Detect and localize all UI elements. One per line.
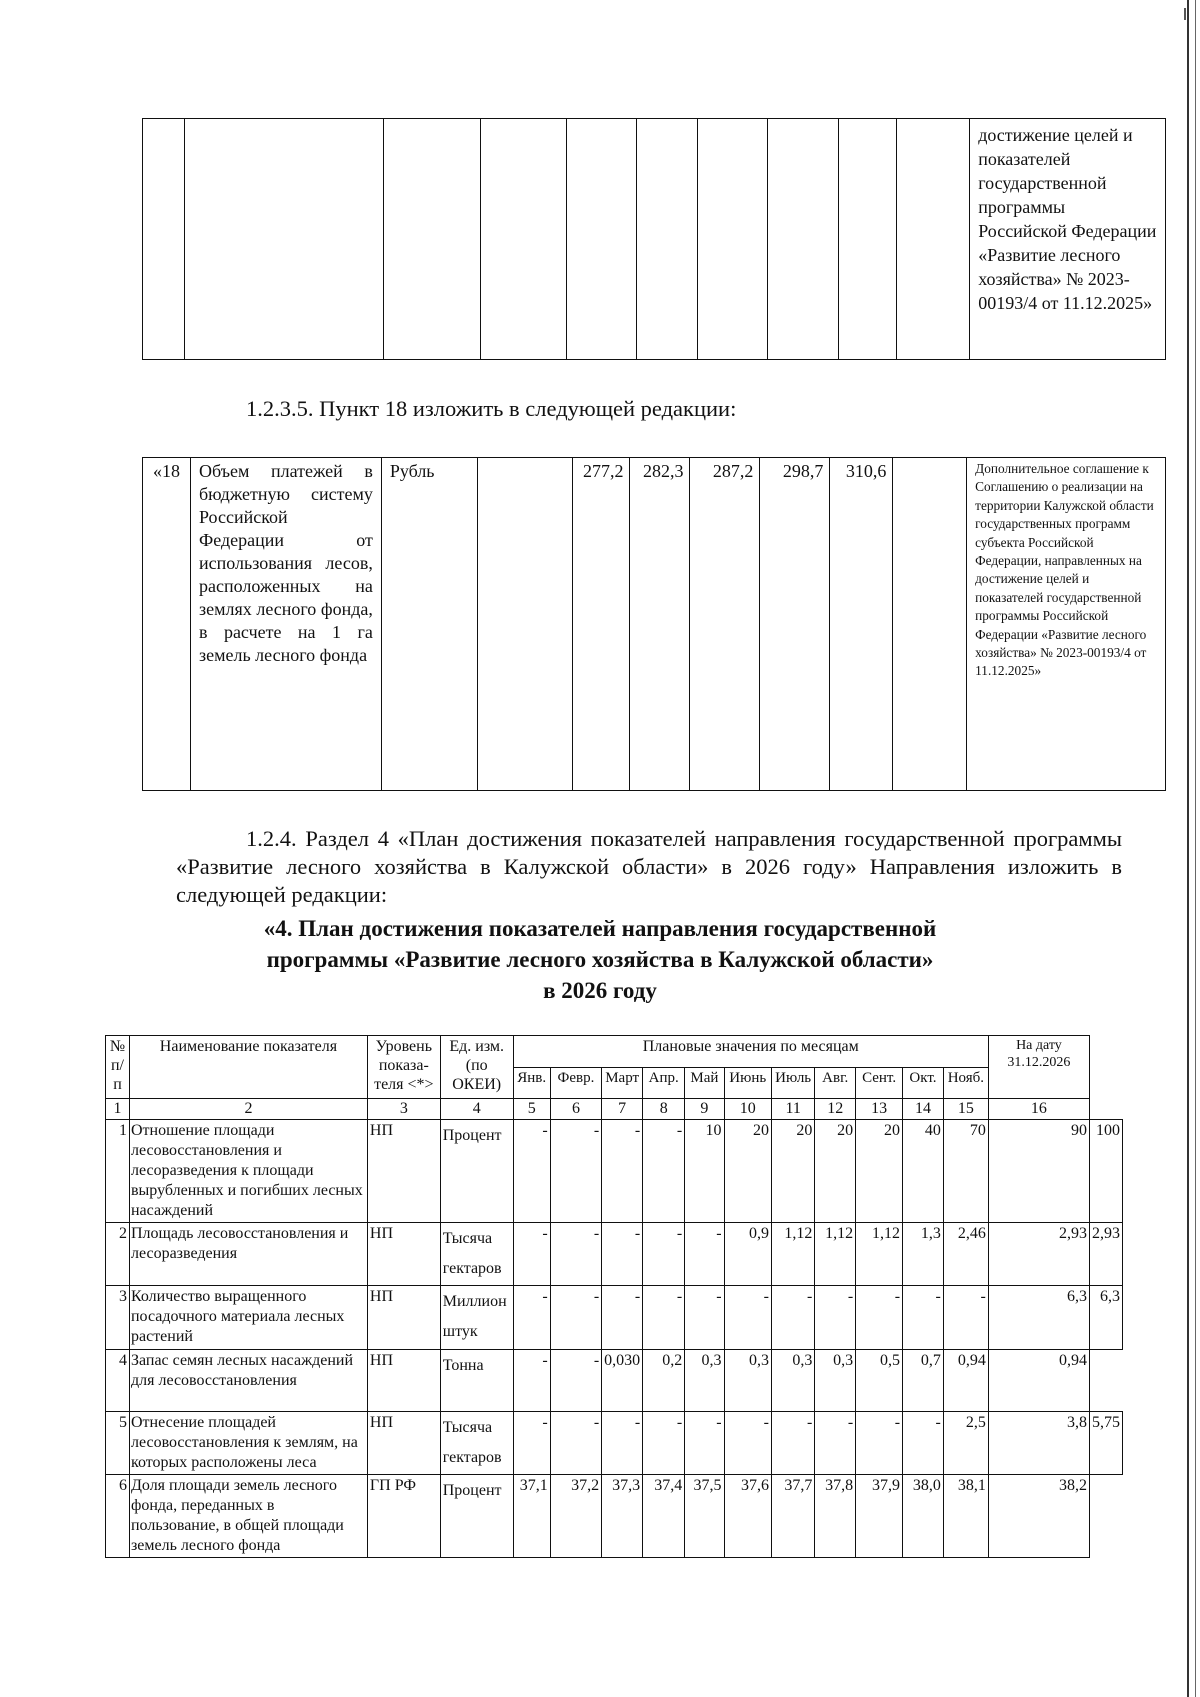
month-value: 0,94 (943, 1350, 988, 1412)
table-cell (480, 119, 566, 360)
column-number: 4 (440, 1099, 513, 1120)
value-5: 310,6 (830, 458, 893, 791)
month-value: - (513, 1286, 550, 1350)
table-cell (896, 119, 970, 360)
column-number: 13 (856, 1099, 903, 1120)
month-value: 37,8 (815, 1475, 856, 1558)
final-value: 2,93 (1090, 1223, 1123, 1286)
month-value: 37,6 (724, 1475, 771, 1558)
month-value: - (550, 1412, 601, 1475)
column-number: 16 (988, 1099, 1089, 1120)
column-number: 8 (643, 1099, 685, 1120)
month-value: - (685, 1412, 724, 1475)
row-number: 3 (106, 1286, 130, 1350)
month-value: 37,3 (602, 1475, 643, 1558)
final-value: 6,3 (1090, 1286, 1123, 1350)
month-value: - (943, 1286, 988, 1350)
table-row (106, 1475, 1123, 1558)
section-heading-line-1: «4. План достижения показателей направления государственной (263, 916, 937, 941)
month-value: 37,1 (513, 1475, 550, 1558)
indicator-name: Площадь лесовосстановления и лесоразведения (129, 1223, 367, 1286)
table-cell (637, 119, 698, 360)
month-value: - (550, 1350, 601, 1412)
table-row (106, 1223, 1123, 1286)
indicator-name: Отношение площади лесовосстановления и лесоразведения к площади вырубленных и погибших лесных насаждений (129, 1120, 367, 1223)
table-cell (566, 119, 637, 360)
month-value: - (903, 1286, 944, 1350)
month-value: 1,3 (903, 1223, 944, 1286)
table-row (106, 1412, 1123, 1475)
month-value: - (602, 1286, 643, 1350)
month-value: 0,3 (724, 1350, 771, 1412)
value-3: 287,2 (690, 458, 760, 791)
month-value: - (643, 1120, 685, 1223)
value-6 (893, 458, 967, 791)
final-value: 38,2 (988, 1475, 1089, 1558)
column-number: 10 (724, 1099, 771, 1120)
month-value: - (643, 1223, 685, 1286)
month-value: 3,8 (988, 1412, 1089, 1475)
month-value: - (602, 1412, 643, 1475)
month-value: - (602, 1120, 643, 1223)
header-month: Апр. (643, 1067, 685, 1099)
column-number: 6 (550, 1099, 601, 1120)
month-value: 0,5 (856, 1350, 903, 1412)
month-value: - (513, 1350, 550, 1412)
table-cell (768, 119, 839, 360)
table-row (106, 1286, 1123, 1350)
month-value: - (724, 1286, 771, 1350)
section-heading-line-3: в 2026 году (543, 978, 657, 1003)
value-2: 282,3 (630, 458, 690, 791)
month-value: 38,0 (903, 1475, 944, 1558)
month-value: 37,7 (771, 1475, 814, 1558)
month-value: 20 (771, 1120, 814, 1223)
column-number: 11 (771, 1099, 814, 1120)
month-value: - (513, 1120, 550, 1223)
header-month: Февр. (550, 1067, 601, 1099)
month-value: 2,5 (943, 1412, 988, 1475)
header-level: Уровень показа-теля <*> (367, 1036, 440, 1099)
table-cell (384, 119, 481, 360)
indicators-table-continuation (142, 118, 1166, 360)
column-number: 5 (513, 1099, 550, 1120)
indicator-18-table (142, 457, 1166, 791)
month-value: - (643, 1412, 685, 1475)
indicator-name: Количество выращенного посадочного материала лесных растений (129, 1286, 367, 1350)
column-number: 3 (367, 1099, 440, 1120)
month-value: - (685, 1286, 724, 1350)
month-value: - (771, 1286, 814, 1350)
month-value: 20 (856, 1120, 903, 1223)
column-number: 15 (943, 1099, 988, 1120)
unit: Миллион штук (440, 1286, 513, 1350)
month-value: 1,12 (815, 1223, 856, 1286)
month-value: 0,3 (815, 1350, 856, 1412)
table-row (143, 119, 1166, 360)
indicator-level: ГП РФ (367, 1475, 440, 1558)
table-row (143, 458, 1166, 791)
month-value: 0,3 (685, 1350, 724, 1412)
month-value: - (856, 1286, 903, 1350)
month-value: 37,9 (856, 1475, 903, 1558)
month-value: - (550, 1120, 601, 1223)
month-value: 0,9 (724, 1223, 771, 1286)
month-value: 6,3 (988, 1286, 1089, 1350)
page-edge-mark (1184, 8, 1186, 20)
month-value: - (643, 1286, 685, 1350)
unit: Процент (440, 1475, 513, 1558)
indicator-name: Доля площади земель лесного фонда, переданных в пользование, в общей площади земель лесного фонда (129, 1475, 367, 1558)
indicator-name: Отнесение площадей лесовосстановления к землям, на которых расположены леса (129, 1412, 367, 1475)
row-number: 1 (106, 1120, 130, 1223)
month-value: 40 (903, 1120, 944, 1223)
month-value: 1,12 (771, 1223, 814, 1286)
header-unit: Ед. изм. (по ОКЕИ) (440, 1036, 513, 1099)
month-value: 0,030 (602, 1350, 643, 1412)
indicator-level: НП (367, 1286, 440, 1350)
unit: Тысяча гектаров (440, 1412, 513, 1475)
indicator-level: НП (367, 1412, 440, 1475)
paragraph-1-2-4-text: 1.2.4. Раздел 4 «План достижения показателей направления государственной программы «Развитие лесного хозяйства в Калужской области» в 2026 году» Направления изложить в следующей редакции: (176, 826, 1122, 907)
month-value: 0,3 (771, 1350, 814, 1412)
row-number: 6 (106, 1475, 130, 1558)
month-value: 2,46 (943, 1223, 988, 1286)
base-value (477, 458, 572, 791)
final-value: 0,94 (988, 1350, 1089, 1412)
month-value: - (550, 1286, 601, 1350)
month-value: 90 (988, 1120, 1089, 1223)
document-reference-cell: достижение целей и показателей государственной программы Российской Федерации «Развитие лесного хозяйства» № 2023-00193/4 от 11.12.2025» (970, 119, 1166, 360)
table-cell (185, 119, 384, 360)
unit: Процент (440, 1120, 513, 1223)
table-row (106, 1350, 1123, 1412)
month-value: 0,7 (903, 1350, 944, 1412)
row-number: «18 (143, 458, 191, 791)
indicator-level: НП (367, 1350, 440, 1412)
month-value: 2,93 (988, 1223, 1089, 1286)
table-cell (143, 119, 185, 360)
month-value: - (602, 1223, 643, 1286)
month-value: - (550, 1223, 601, 1286)
paragraph-1-2-4 (176, 825, 1122, 909)
month-value: - (856, 1412, 903, 1475)
month-value: 38,1 (943, 1475, 988, 1558)
table-row (106, 1120, 1123, 1223)
month-value: - (685, 1223, 724, 1286)
row-number: 4 (106, 1350, 130, 1412)
month-value: 10 (685, 1120, 724, 1223)
unit: Тонна (440, 1350, 513, 1412)
header-month: Сент. (856, 1067, 903, 1099)
indicator-level: НП (367, 1120, 440, 1223)
header-month: Март (602, 1067, 643, 1099)
unit: Рубль (381, 458, 477, 791)
column-number: 14 (903, 1099, 944, 1120)
month-value: 0,2 (643, 1350, 685, 1412)
header-month: Авг. (815, 1067, 856, 1099)
header-month: Май (685, 1067, 724, 1099)
column-number: 7 (602, 1099, 643, 1120)
column-number: 2 (129, 1099, 367, 1120)
month-value: 37,4 (643, 1475, 685, 1558)
table-header-row (106, 1036, 1123, 1068)
document-reference-cell: Дополнительное соглашение к Соглашению о реализации на территории Калужской области государственных программ субъекта Российской Федерации, направленных на достижение целей и показателей государственной программы Российской Федерации «Развитие лесного хозяйства» № 2023-00193/4 от 11.12.2025» (967, 458, 1166, 791)
indicator-name: Объем платежей в бюджетную систему Российской Федерации от использования лесов, расположенных на землях лесного фонда, в расчете на 1 га земель лесного фонда (190, 458, 381, 791)
month-value: 1,12 (856, 1223, 903, 1286)
month-value: - (724, 1412, 771, 1475)
table-cell (697, 119, 768, 360)
paragraph-1-2-3-5: 1.2.3.5. Пункт 18 изложить в следующей редакции: (246, 396, 737, 421)
indicator-level: НП (367, 1223, 440, 1286)
header-month: Нояб. (943, 1067, 988, 1099)
month-value: 37,5 (685, 1475, 724, 1558)
header-month: Июль (771, 1067, 814, 1099)
month-value: - (903, 1412, 944, 1475)
month-value: - (513, 1412, 550, 1475)
month-value: - (513, 1223, 550, 1286)
column-numbers-row (106, 1099, 1123, 1120)
month-value: 37,2 (550, 1475, 601, 1558)
header-num: № п/п (106, 1036, 130, 1099)
column-number: 1 (106, 1099, 130, 1120)
month-value: - (815, 1286, 856, 1350)
month-value: - (771, 1412, 814, 1475)
value-1: 277,2 (572, 458, 630, 791)
row-number: 2 (106, 1223, 130, 1286)
month-value: - (815, 1412, 856, 1475)
final-value: 5,75 (1090, 1412, 1123, 1475)
row-number: 5 (106, 1412, 130, 1475)
header-month: Янв. (513, 1067, 550, 1099)
value-4: 298,7 (760, 458, 830, 791)
month-value: 20 (724, 1120, 771, 1223)
month-value: 70 (943, 1120, 988, 1223)
final-value: 100 (1090, 1120, 1123, 1223)
indicator-name: Запас семян лесных насаждений для лесовосстановления (129, 1350, 367, 1412)
unit: Тысяча гектаров (440, 1223, 513, 1286)
page-edge-border (1187, 0, 1196, 1697)
header-month: Июнь (724, 1067, 771, 1099)
column-number: 9 (685, 1099, 724, 1120)
header-date: На дату 31.12.2026 (988, 1036, 1089, 1099)
header-monthly: Плановые значения по месяцам (513, 1036, 988, 1068)
column-number: 12 (815, 1099, 856, 1120)
section-heading-line-2: программы «Развитие лесного хозяйства в Калужской области» (266, 947, 934, 972)
header-name: Наименование показателя (129, 1036, 367, 1099)
header-month: Окт. (903, 1067, 944, 1099)
plan-table (105, 1035, 1123, 1558)
month-value: 20 (815, 1120, 856, 1223)
table-cell (839, 119, 897, 360)
